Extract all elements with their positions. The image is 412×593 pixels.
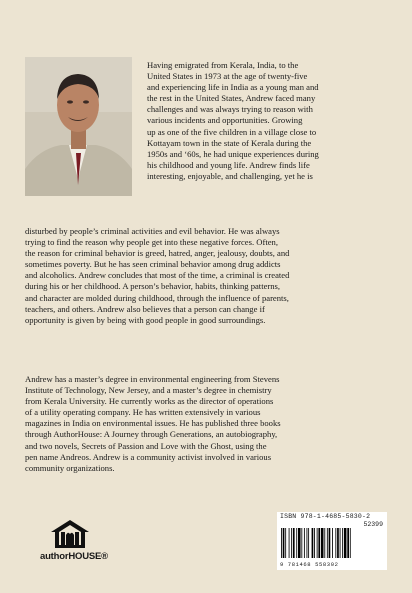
text-line: through AuthorHouse: A Journey through Generations, an autobiography,	[25, 429, 278, 440]
barcode-panel	[277, 512, 387, 570]
bio-paragraph-1-continued	[25, 226, 389, 326]
barcode-bar	[285, 528, 286, 558]
publisher-logo	[40, 519, 108, 562]
text-line: interesting, enjoyable, and challenging, yet he is	[147, 170, 313, 181]
author-photo	[25, 57, 132, 196]
barcode-bar	[314, 528, 315, 558]
barcode-bar	[321, 528, 324, 558]
barcode-bar	[337, 528, 339, 558]
text-line: and alcoholics. Andrew concludes that most of the time, a criminal is created	[25, 270, 290, 281]
barcode-bar	[347, 528, 349, 558]
author-portrait	[25, 57, 132, 196]
barcode-bar	[344, 528, 347, 558]
barcode-bar	[307, 528, 308, 558]
text-line: from Kerala University. He currently works as the director of operations	[25, 396, 274, 407]
text-line: and experiencing life in India as a young man and	[147, 82, 319, 93]
isbn-text: ISBN 978-1-4685-5830-2	[280, 513, 371, 520]
barcode-bar	[298, 528, 301, 558]
barcode-bar	[304, 528, 305, 558]
barcode-number: 9 781468 558302	[280, 561, 339, 568]
barcode-bar	[308, 528, 309, 558]
barcode-bar	[340, 528, 341, 558]
text-line: pen name Andreos. Andrew is a community activist involved in various	[25, 451, 272, 462]
barcode-bar	[296, 528, 297, 558]
text-line: United States in 1973 at the age of twenty-five	[147, 71, 308, 82]
price-code: 52399	[363, 521, 383, 528]
barcode-bar	[324, 528, 325, 558]
text-line: challenges and was always trying to reason with	[147, 104, 313, 115]
text-line: sometimes poverty. But he has seen criminal behavior among drug addicts	[25, 259, 281, 270]
text-line: magazines in India on environmental issues. He has published three books	[25, 418, 281, 429]
text-line: trying to find the reason why people get into these negative forces. Often,	[25, 237, 278, 248]
barcode-bar	[350, 528, 351, 558]
barcode-bar	[289, 528, 290, 558]
text-line: teachers, and others. Andrew also believes that a person can change if	[25, 303, 265, 314]
barcode-bar	[335, 528, 336, 558]
text-line: 1950s and ‘60s, he had unique experiences during	[147, 148, 319, 159]
barcode-bar	[318, 528, 320, 558]
barcode-bar	[293, 528, 295, 558]
bio-paragraph-1-wrapped	[147, 60, 389, 182]
text-line: Having emigrated from Kerala, India, to the	[147, 60, 299, 70]
text-line: Institute of Technology, New Jersey, and a master’s degree in chemistry	[25, 385, 272, 396]
text-line: the rest in the United States, Andrew faced many	[147, 93, 316, 104]
barcode-bar	[332, 528, 333, 558]
text-line: of a utility operating company. He has written extensively in various	[25, 407, 261, 418]
barcode-bar	[281, 528, 282, 558]
barcode-bar	[283, 528, 285, 558]
text-line: various incidents and opportunities. Growing	[147, 115, 303, 126]
text-line: disturbed by people’s criminal activities and evil behavior. He was always	[25, 226, 280, 236]
bio-paragraph-2	[25, 374, 389, 474]
publisher-name: authorHOUSE®	[40, 551, 108, 562]
text-line: the reason for criminal behavior is greed, hatred, anger, jealousy, doubts, and	[25, 248, 290, 259]
text-line: community organizations.	[25, 462, 115, 473]
barcode-bar	[317, 528, 318, 558]
barcode-bar	[301, 528, 302, 558]
barcode-bar	[327, 528, 328, 558]
text-line: and two novels, Secrets of Passion and Love with the Ghost, using the	[25, 440, 267, 451]
barcode-icon	[280, 528, 384, 560]
text-line: opportunity is given by being with good people in good surroundings.	[25, 314, 266, 325]
barcode-bar	[329, 528, 331, 558]
barcode-bar	[342, 528, 343, 558]
text-line: Andrew has a master’s degree in environmental engineering from Stevens	[25, 374, 280, 384]
text-line: and character are molded during childhood, through the influence of parents,	[25, 292, 289, 303]
text-line: Kottayam town in the state of Kerala during the	[147, 137, 312, 148]
barcode-bar	[312, 528, 314, 558]
barcode-bar	[291, 528, 292, 558]
text-line: up as one of the five children in a village close to	[147, 126, 317, 137]
house-book-icon	[50, 519, 90, 549]
text-line: during his or her childhood. A person’s behavior, habits, thinking patterns,	[25, 281, 281, 292]
text-line: his childhood and young life. Andrew finds life	[147, 159, 310, 170]
